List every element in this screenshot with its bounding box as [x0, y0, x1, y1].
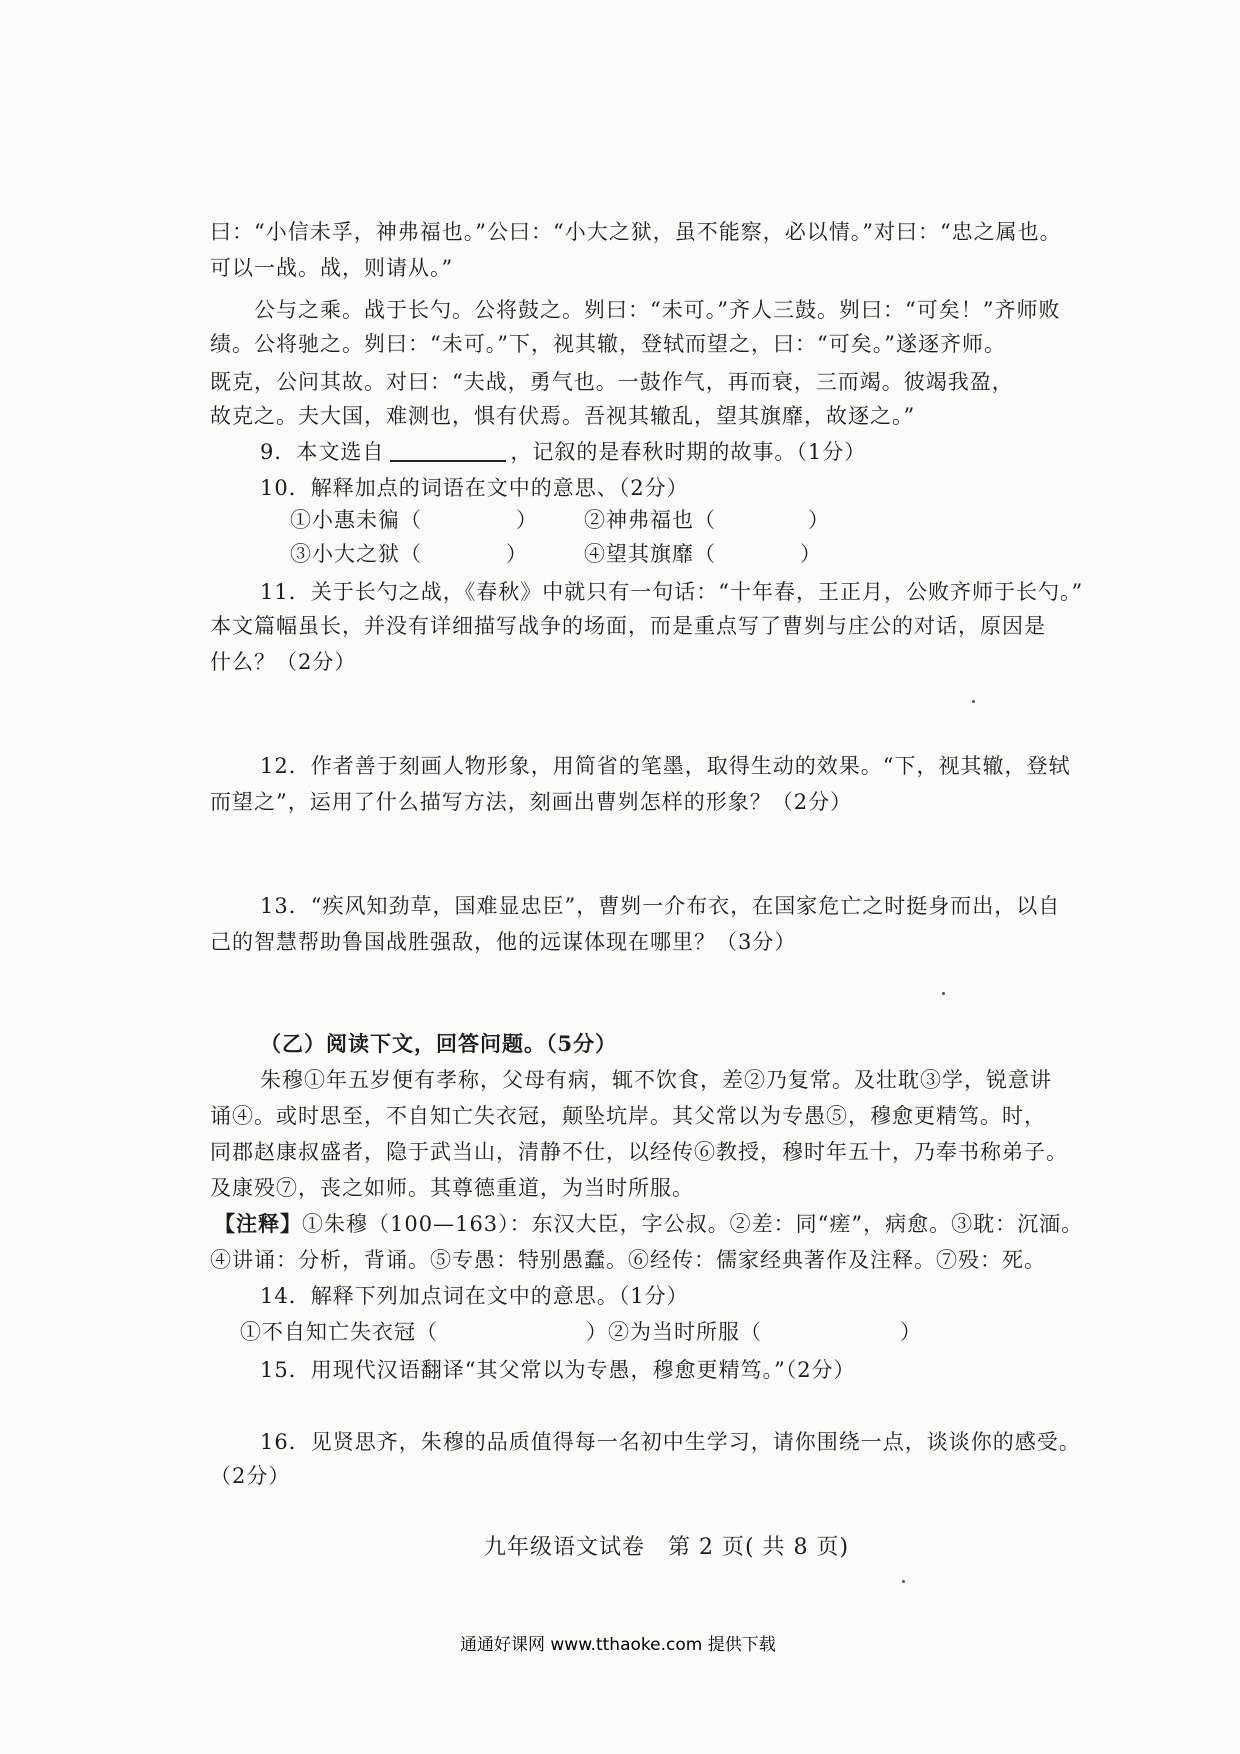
scan-speck — [972, 700, 975, 703]
notes-line-1 — [214, 1210, 1083, 1238]
passage-a-line-5: 既克，公问其故。对曰：“夫战，勇气也。一鼓作气，再而衰，三而竭。彼竭我盈， — [210, 370, 1014, 394]
passage-a-line-6: 故克之。夫大国，难测也，惧有伏焉。吾视其辙乱，望其旗靡，故逐之。” — [210, 404, 916, 428]
question-12-line-2: 而望之”，运用了什么描写方法，刻画出曹刿怎样的形象？（2分） — [210, 790, 853, 814]
q10-item-4-close: ） — [800, 542, 822, 566]
passage-a-line-2: 可以一战。战，则请从。” — [210, 256, 454, 280]
passage-b-line-3: 同郡赵康叔盛者，隐于武当山，清静不仕，以经传⑥教授，穆时年五十，乃奉书称弟子。 — [210, 1140, 1068, 1164]
download-note: 通通好课网 www.tthaoke.com 提供下载 — [460, 1635, 776, 1655]
q14-item-2: ）②为当时所服（ — [586, 1320, 762, 1344]
q9-blank[interactable] — [390, 440, 506, 462]
notes-label: 【注释】 — [214, 1211, 302, 1236]
question-11-line-1: 11．关于长勺之战，《春秋》中就只有一句话：“十年春，王正月，公败齐师于长勺。” — [260, 580, 1084, 604]
scan-speck — [902, 1580, 905, 1583]
q14-item-1: ①不自知亡失衣冠（ — [240, 1320, 438, 1344]
question-10-stem: 10．解释加点的词语在文中的意思、（2分） — [260, 476, 689, 500]
passage-a-line-3: 公与之乘。战于长勺。公将鼓之。刿曰：“未可。”齐人三鼓。刿曰：“可矣！”齐师败 — [254, 298, 1061, 322]
section-b-heading: （乙）阅读下文，回答问题。（5分） — [260, 1031, 618, 1056]
q10-item-3: ③小大之狱（ — [290, 542, 422, 566]
question-16-line-1: 16．见贤思齐，朱穆的品质值得每一名初中生学习，请你围绕一点，谈谈你的感受。 — [260, 1430, 1081, 1454]
scan-speck — [942, 992, 945, 995]
q10-item-3-close: ） — [506, 542, 528, 566]
passage-b-line-2: 诵④。或时思至，不自知亡失衣冠，颠坠坑岸。其父常以为专愚⑤，穆愈更精笃。时， — [210, 1104, 1046, 1128]
q10-item-1: ①小惠未徧（ — [290, 508, 422, 532]
q10-item-1-close: ） — [516, 508, 538, 532]
q10-item-2: ②神弗福也（ — [584, 508, 716, 532]
question-12-line-1: 12．作者善于刻画人物形象，用简省的笔墨，取得生动的效果。“下，视其辙，登轼 — [260, 754, 1071, 778]
q9-after: ，记叙的是春秋时期的故事。（1分） — [510, 440, 867, 464]
question-9 — [260, 438, 866, 466]
q14-item-2-close: ） — [900, 1320, 922, 1344]
passage-a-line-1: 曰：“小信未孚，神弗福也。”公曰：“小大之狱，虽不能察，必以情。”对曰：“忠之属也。 — [210, 220, 1062, 244]
q10-item-2-close: ） — [808, 508, 830, 532]
passage-b-line-1: 朱穆①年五岁便有孝称，父母有病，辄不饮食，差②乃复常。及壮耽③学，锐意讲 — [260, 1068, 1052, 1092]
question-16-line-2: （2分） — [210, 1464, 291, 1488]
passage-b-line-4: 及康殁⑦，丧之如师。其尊德重道，为当时所服。 — [210, 1176, 694, 1200]
question-11-line-3: 什么？（2分） — [210, 650, 357, 674]
q9-before: 9．本文选自 — [260, 440, 385, 464]
page-footer: 九年级语文试卷 第 2 页( 共 8 页) — [484, 1535, 850, 1560]
passage-a-line-4: 绩。公将驰之。刿曰：“未可。”下，视其辙，登轼而望之，曰：“可矣。”遂逐齐师。 — [210, 332, 1006, 356]
question-11-line-2: 本文篇幅虽长，并没有详细描写战争的场面，而是重点写了曹刿与庄公的对话，原因是 — [210, 614, 1046, 638]
question-14-stem: 14．解释下列加点词在文中的意思。（1分） — [260, 1284, 689, 1308]
question-13-line-2: 己的智慧帮助鲁国战胜强敌，他的远谋体现在哪里？（3分） — [210, 930, 797, 954]
q10-item-4: ④望其旗靡（ — [584, 542, 716, 566]
question-13-line-1: 13．“疾风知劲草，国难显忠臣”，曹刿一介布衣，在国家危亡之时挺身而出，以自 — [260, 894, 1061, 918]
question-15: 15．用现代汉语翻译“其父常以为专愚，穆愈更精笃。”（2分） — [260, 1358, 856, 1382]
notes-line-2: ④讲诵：分析，背诵。⑤专愚：特别愚蠢。⑥经传：儒家经典著作及注释。⑦殁：死。 — [210, 1248, 1046, 1272]
notes-text-1: ①朱穆（100—163）：东汉大臣，字公叔。②差：同“瘥”，病愈。③耽：沉湎。 — [302, 1212, 1084, 1236]
